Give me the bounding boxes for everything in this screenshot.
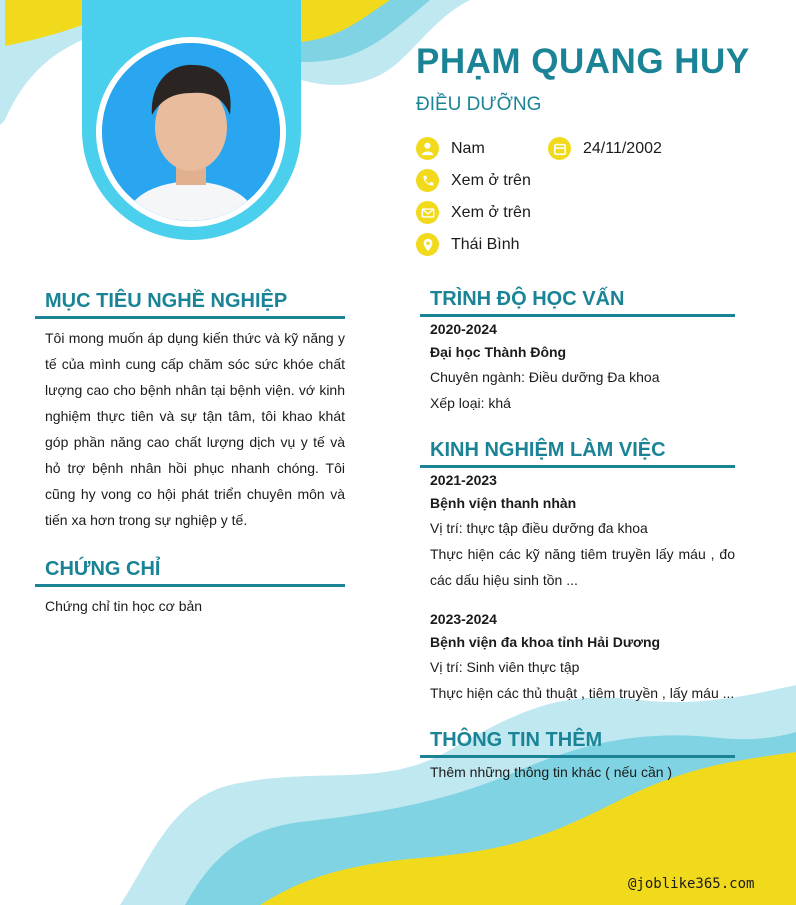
extra-text: Thêm những thông tin khác ( nếu cần ) — [430, 764, 673, 780]
candidate-name: PHẠM QUANG HUY — [416, 42, 750, 81]
experience-heading: KINH NGHIỆM LÀM VIỆC — [420, 439, 735, 468]
experience-position: Vị trí: Sinh viên thực tập — [430, 659, 580, 675]
certificates-text: Chứng chỉ tin học cơ bản — [45, 598, 203, 614]
gender-value: Nam — [451, 139, 485, 157]
profile-photo — [96, 37, 286, 227]
extra-heading: THÔNG TIN THÊM — [420, 729, 735, 758]
address-value: Thái Bình — [451, 235, 520, 253]
calendar-icon — [548, 137, 571, 160]
info-email — [416, 201, 531, 224]
info-gender — [416, 137, 485, 160]
avatar-icon — [102, 43, 280, 221]
education-period: 2020-2024 — [430, 321, 497, 337]
experience-position: Vị trí: thực tập điều dưỡng đa khoa — [430, 520, 648, 536]
objective-text: Tôi mong muốn áp dụng kiến thức và kỹ năng y tế của mình cung cấp chăm sóc sức khóe chất lượng cao cho bệnh nhân tại bệnh viện. vớ kinh nghiệm thực tiên và sự tận tâm, tôi khao khát góp phần năng cao chất lượng dịch vụ y tế và hỏ trợ bệnh nhân hồi phục nhanh chóng. Tôi cũng hy vong co hội phát triển chuyên môn và tiến xa hơn trong sự nghiệp y tế. — [45, 330, 345, 528]
phone-value: Xem ở trên — [451, 171, 531, 189]
certificates-heading: CHỨNG CHỈ — [35, 558, 345, 587]
email-value: Xem ở trên — [451, 203, 531, 221]
experience-place: Bệnh viện thanh nhàn — [430, 495, 577, 511]
experience-period: 2021-2023 — [430, 472, 497, 488]
experience-description: Thực hiện các thủ thuật , tiêm truyền , lấy máu ... — [430, 685, 735, 701]
education-grade: Xếp loại: khá — [430, 395, 511, 411]
education-school: Đại học Thành Đông — [430, 344, 567, 360]
education-major: Chuyên ngành: Điều dưỡng Đa khoa — [430, 369, 660, 385]
location-icon — [416, 233, 439, 256]
info-address — [416, 233, 519, 256]
objective-heading: MỤC TIÊU NGHỀ NGHIỆP — [35, 290, 345, 319]
user-icon — [416, 137, 439, 160]
email-icon — [416, 201, 439, 224]
info-phone — [416, 169, 531, 192]
experience-period: 2023-2024 — [430, 611, 497, 627]
education-heading: TRÌNH ĐỘ HỌC VẤN — [420, 288, 735, 317]
job-title: ĐIỀU DƯỠNG — [416, 94, 542, 115]
phone-icon — [416, 169, 439, 192]
experience-place: Bệnh viện đa khoa tỉnh Hải Dương — [430, 634, 661, 650]
birthdate-value: 24/11/2002 — [583, 139, 662, 157]
experience-description: Thực hiện các kỹ năng tiêm truyền lấy máu , đo các dấu hiệu sinh tồn ... — [430, 546, 735, 588]
watermark: @joblike365.com — [628, 876, 755, 892]
info-birthdate — [548, 137, 662, 160]
